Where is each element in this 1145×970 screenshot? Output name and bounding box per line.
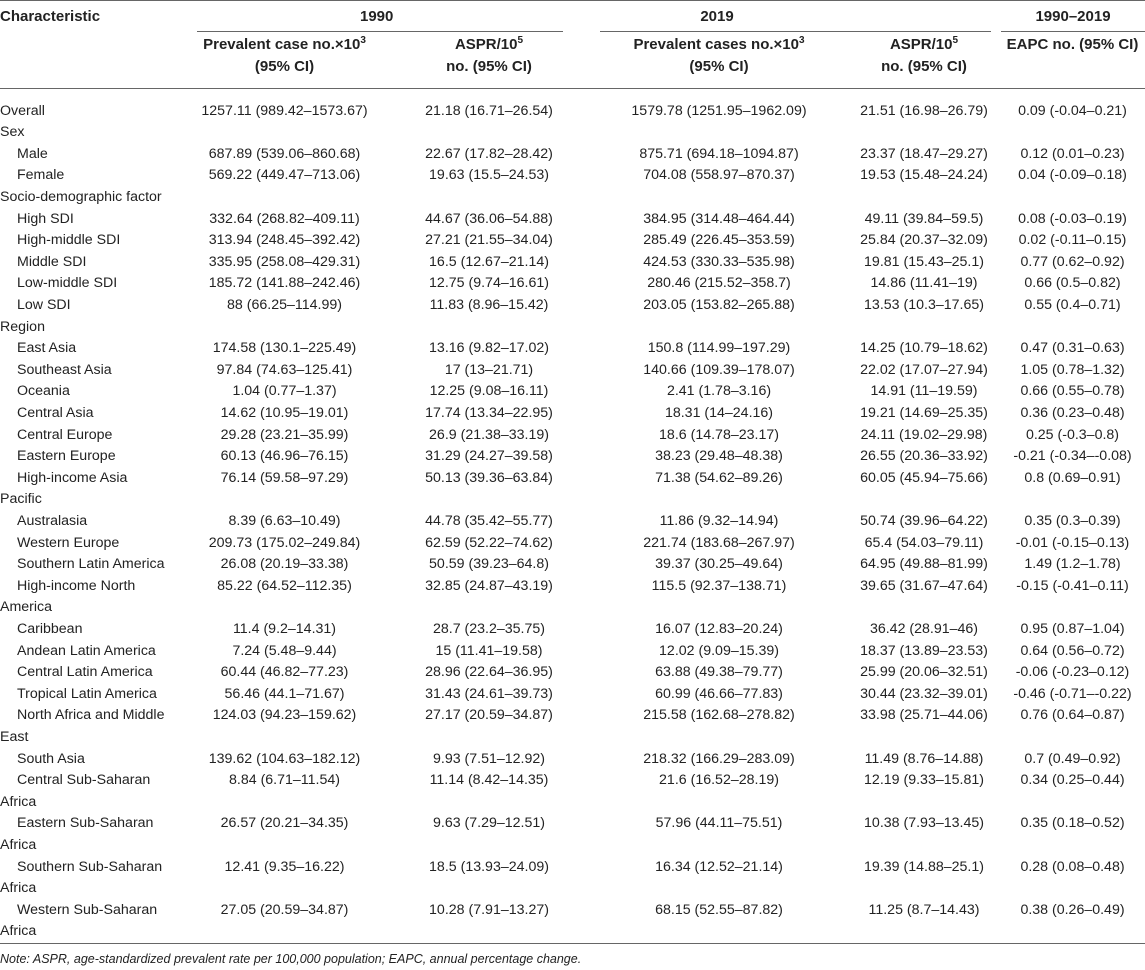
header-prevalent-1990-line1: Prevalent case no.×10 [203,36,361,53]
cell-prevalent-1990: 335.95 (258.08–429.31) [208,253,361,270]
cell-aspr-1990: 15 (11.41–19.58) [435,642,543,659]
cell-prevalent-1990: 76.14 (59.58–97.29) [220,469,349,486]
table-row [0,381,1145,403]
cell-prevalent-2019: 140.66 (109.39–178.07) [643,361,795,378]
cell-aspr-1990: 32.85 (24.87–43.19) [425,577,553,594]
cell-eapc: 0.28 (0.08–0.48) [1020,858,1125,875]
cell-prevalent-1990: 124.03 (94.23–159.62) [212,707,357,724]
cell-prevalent-2019: 704.08 (558.97–870.37) [643,167,795,184]
row-label: Eastern Sub-Saharan [17,815,154,832]
cell-aspr-1990: 31.29 (24.27–39.58) [425,448,553,465]
row-label: Pacific [0,491,42,508]
cell-prevalent-1990: 26.08 (20.19–33.38) [220,556,349,573]
cell-aspr-1990: 17.74 (13.34–22.95) [425,404,553,421]
cell-eapc: 0.55 (0.4–0.71) [1024,296,1121,313]
table-row [0,144,1145,166]
cell-aspr-1990: 44.78 (35.42–55.77) [425,512,553,529]
cell-prevalent-2019: 63.88 (49.38–79.77) [655,664,783,681]
row-label: Andean Latin America [17,642,156,659]
row-label: High-income North [17,577,136,594]
cell-eapc: 0.66 (0.5–0.82) [1024,275,1121,292]
cell-aspr-1990: 9.93 (7.51–12.92) [432,750,545,767]
cell-eapc: -0.15 (-0.41–0.11) [1016,577,1129,594]
row-label: Overall [0,102,45,119]
table-row [0,554,1145,576]
table-row [0,878,1145,900]
row-label: Tropical Latin America [17,685,157,702]
cell-aspr-2019: 25.99 (20.06–32.51) [860,664,988,681]
cell-prevalent-1990: 60.13 (46.96–76.15) [220,448,349,465]
cell-prevalent-2019: 71.38 (54.62–89.26) [655,469,783,486]
cell-aspr-2019: 60.05 (45.94–75.66) [860,469,988,486]
cell-prevalent-1990: 12.41 (9.35–16.22) [224,858,345,875]
table-row [0,122,1145,144]
row-label: Socio-demographic factor [0,188,162,205]
header-aspr-1990-line1: ASPR/10 [454,36,518,53]
cell-prevalent-1990: 174.58 (130.1–225.49) [212,340,357,357]
cell-prevalent-1990: 11.4 (9.2–14.31) [232,620,337,637]
cell-aspr-2019: 23.37 (18.47–29.27) [860,145,988,162]
cell-prevalent-1990: 85.22 (64.52–112.35) [217,577,352,594]
cell-prevalent-2019: 285.49 (226.45–353.59) [643,232,795,249]
cell-prevalent-1990: 7.24 (5.48–9.44) [232,642,337,659]
cell-prevalent-1990: 332.64 (268.82–409.11) [209,210,360,227]
cell-eapc: 0.35 (0.18–0.52) [1020,815,1125,832]
row-label: Oceania [17,383,70,400]
cell-eapc: 0.04 (-0.09–0.18) [1018,167,1127,184]
row-label: East [0,728,29,745]
table-row [0,338,1145,360]
cell-aspr-2019: 19.53 (15.48–24.24) [860,167,988,184]
cell-prevalent-1990: 27.05 (20.59–34.87) [220,901,349,918]
row-label: Africa [0,836,37,853]
header-prevalent-2019-line2: (95% CI) [689,58,749,75]
cell-prevalent-1990: 139.62 (104.63–182.12) [208,750,361,767]
table-row [0,900,1145,922]
cell-aspr-1990: 11.83 (8.96–15.42) [429,296,549,313]
cell-aspr-1990: 18.5 (13.93–24.09) [429,858,549,875]
cell-prevalent-1990: 60.44 (46.82–77.23) [220,664,349,681]
table-top-rule [0,0,1145,1]
cell-prevalent-2019: 115.5 (92.37–138.71) [651,577,787,594]
row-label: Female [17,167,65,184]
table-row [0,317,1145,339]
row-label: Central Latin America [17,664,153,681]
cell-aspr-1990: 28.7 (23.2–35.75) [432,620,545,637]
header-aspr-2019 [857,34,991,78]
cell-aspr-1990: 21.18 (16.71–26.54) [425,102,553,119]
cell-prevalent-2019: 57.96 (44.11–75.51) [655,815,783,832]
header-aspr-2019-line1: ASPR/10 [889,36,953,53]
cell-prevalent-2019: 11.86 (9.32–14.94) [659,512,779,529]
cell-eapc: 0.76 (0.64–0.87) [1020,707,1125,724]
cell-eapc: 0.34 (0.25–0.44) [1020,772,1125,789]
cell-prevalent-1990: 26.57 (20.21–34.35) [220,815,349,832]
header-range: 1990–2019 [1035,8,1111,25]
cell-prevalent-2019: 221.74 (183.68–267.97) [643,534,795,551]
row-label: Southern Latin America [17,556,165,573]
row-label: Male [17,145,48,162]
row-label: Central Sub-Saharan [17,772,151,789]
table-row [0,533,1145,555]
cell-aspr-1990: 31.43 (24.61–39.73) [425,685,553,702]
table-row [0,705,1145,727]
table-row [0,511,1145,533]
cell-prevalent-2019: 18.31 (14–24.16) [664,404,774,421]
cell-aspr-2019: 26.55 (20.36–33.92) [860,448,988,465]
cell-prevalent-2019: 2.41 (1.78–3.16) [666,383,772,400]
cell-eapc: 0.36 (0.23–0.48) [1020,404,1125,421]
cell-aspr-2019: 22.02 (17.07–27.94) [860,361,988,378]
cell-aspr-2019: 50.74 (39.96–64.22) [860,512,988,529]
cell-aspr-2019: 21.51 (16.98–26.79) [860,102,988,119]
table-row [0,295,1145,317]
table-row [0,403,1145,425]
cell-aspr-2019: 12.19 (9.33–15.81) [864,772,984,789]
table-row [0,835,1145,857]
row-label: Africa [0,880,37,897]
cell-prevalent-2019: 12.02 (9.09–15.39) [659,642,779,659]
table-row [0,101,1145,123]
cell-aspr-1990: 22.67 (17.82–28.42) [425,145,553,162]
row-label: Australasia [17,512,88,529]
row-label: Caribbean [17,620,83,637]
cell-prevalent-2019: 280.46 (215.52–358.7) [647,275,791,292]
row-label: Region [0,318,45,335]
table-row [0,489,1145,511]
table-row [0,684,1145,706]
cell-aspr-2019: 14.25 (10.79–18.62) [860,340,988,357]
cell-prevalent-1990: 56.46 (44.1–71.67) [224,685,345,702]
header-prevalent-2019-sup: 3 [798,35,805,46]
cell-prevalent-2019: 203.05 (153.82–265.88) [643,296,795,313]
cell-aspr-1990: 13.16 (9.82–17.02) [429,340,549,357]
cell-prevalent-2019: 1579.78 (1251.95–1962.09) [631,102,807,119]
table-row [0,187,1145,209]
cell-aspr-1990: 19.63 (15.5–24.53) [429,167,549,184]
cell-eapc: -0.21 (-0.34–-0.08) [1013,448,1132,465]
cell-prevalent-2019: 21.6 (16.52–28.19) [659,772,779,789]
cell-eapc: -0.06 (-0.23–0.12) [1015,664,1130,681]
header-prevalent-1990-line2: (95% CI) [254,58,315,75]
table-row [0,230,1145,252]
table-row [0,597,1145,619]
cell-eapc: 0.38 (0.26–0.49) [1020,901,1125,918]
cell-aspr-1990: 28.96 (22.64–36.95) [425,664,553,681]
cell-prevalent-2019: 60.99 (46.66–77.83) [655,685,783,702]
table-row [0,576,1145,598]
cell-eapc: 0.64 (0.56–0.72) [1020,642,1125,659]
table-row [0,165,1145,187]
cell-prevalent-2019: 38.23 (29.48–48.38) [655,448,783,465]
cell-prevalent-1990: 97.84 (74.63–125.41) [216,361,353,378]
header-aspr-1990 [416,34,562,78]
cell-aspr-2019: 10.38 (7.93–13.45) [864,815,984,832]
row-label: High SDI [17,210,74,227]
table-row [0,641,1145,663]
header-characteristic: Characteristic [0,8,101,25]
table-row [0,252,1145,274]
table-row [0,468,1145,490]
cell-aspr-1990: 50.59 (39.23–64.8) [429,556,549,573]
cell-aspr-2019: 36.42 (28.91–46) [869,620,979,637]
cell-prevalent-2019: 18.6 (14.78–23.17) [659,426,779,443]
header-bottom-rule [0,88,1145,89]
row-label: Western Sub-Saharan [17,901,158,918]
row-label: Africa [0,923,37,940]
cell-prevalent-1990: 209.73 (175.02–249.84) [208,534,361,551]
row-label: Eastern Europe [17,448,116,465]
cell-prevalent-2019: 215.58 (162.68–278.82) [643,707,795,724]
cell-aspr-1990: 26.9 (21.38–33.19) [429,426,549,443]
cell-aspr-1990: 17 (13–21.71) [444,361,534,378]
cell-aspr-2019: 49.11 (39.84–59.5) [864,210,984,227]
cell-prevalent-1990: 185.72 (141.88–242.46) [208,275,361,292]
header-rule-1990 [197,31,563,32]
row-label: Western Europe [17,534,120,551]
table-row [0,749,1145,771]
table-bottom-rule [0,943,1145,944]
cell-prevalent-2019: 218.32 (166.29–283.09) [643,750,795,767]
table-row [0,425,1145,447]
header-aspr-1990-sup: 5 [517,35,524,46]
table-note: Note: ASPR, age-standardized prevalent rate per 100,000 population; EAPC, annual percentage change. [0,952,582,966]
row-label: Low SDI [17,296,71,313]
cell-prevalent-2019: 384.95 (314.48–464.44) [643,210,795,227]
cell-eapc: 0.25 (-0.3–0.8) [1025,426,1120,443]
cell-prevalent-2019: 424.53 (330.33–535.98) [643,253,795,270]
table-row [0,770,1145,792]
cell-aspr-2019: 30.44 (23.32–39.01) [860,685,988,702]
cell-aspr-2019: 25.84 (20.37–32.09) [860,232,988,249]
row-label: America [0,599,53,616]
cell-prevalent-2019: 68.15 (52.55–87.82) [655,901,783,918]
cell-aspr-1990: 16.5 (12.67–21.14) [429,253,549,270]
cell-eapc: 0.35 (0.3–0.39) [1024,512,1121,529]
cell-aspr-2019: 13.53 (10.3–17.65) [864,296,984,313]
cell-aspr-1990: 12.75 (9.74–16.61) [429,275,549,292]
header-aspr-2019-line2: no. (95% CI) [881,58,967,75]
header-aspr-2019-sup: 5 [952,35,959,46]
row-label: Southern Sub-Saharan [17,858,163,875]
row-label: Central Asia [17,404,94,421]
row-label: Sex [0,124,25,141]
table-row [0,857,1145,879]
header-eapc: EAPC no. (95% CI) [1006,36,1139,53]
table-row [0,727,1145,749]
header-prevalent-2019 [600,34,838,78]
cell-prevalent-2019: 39.37 (30.25–49.64) [655,556,783,573]
cell-prevalent-2019: 16.07 (12.83–20.24) [655,620,783,637]
cell-aspr-2019: 18.37 (13.89–23.53) [860,642,988,659]
cell-eapc: 0.66 (0.55–0.78) [1020,383,1125,400]
header-year-1990: 1990 [360,8,394,25]
cell-eapc: 1.05 (0.78–1.32) [1020,361,1125,378]
header-rule-range [1001,31,1145,32]
cell-prevalent-1990: 29.28 (23.21–35.99) [220,426,349,443]
cell-aspr-2019: 11.49 (8.76–14.88) [864,750,984,767]
table-row [0,360,1145,382]
row-label: High-income Asia [17,469,128,486]
cell-eapc: 0.12 (0.01–0.23) [1020,145,1125,162]
cell-aspr-2019: 14.86 (11.41–19) [870,275,978,292]
table-row [0,619,1145,641]
cell-prevalent-1990: 687.89 (539.06–860.68) [208,145,361,162]
header-prevalent-1990 [191,34,378,78]
table-row [0,446,1145,468]
cell-eapc: 0.47 (0.31–0.63) [1020,340,1125,357]
cell-eapc: 0.02 (-0.11–0.15) [1018,232,1127,249]
header-prevalent-1990-sup: 3 [360,35,366,46]
cell-aspr-2019: 14.91 (11–19.59) [870,383,978,400]
table-row [0,209,1145,231]
cell-aspr-2019: 65.4 (54.03–79.11) [864,534,984,551]
cell-prevalent-1990: 8.84 (6.71–11.54) [229,772,340,789]
cell-prevalent-2019: 150.8 (114.99–197.29) [647,340,791,357]
cell-aspr-1990: 50.13 (39.36–63.84) [425,469,553,486]
cell-aspr-2019: 19.39 (14.88–25.1) [864,858,984,875]
cell-aspr-1990: 62.59 (52.22–74.62) [425,534,553,551]
cell-eapc: 0.7 (0.49–0.92) [1024,750,1121,767]
header-prevalent-2019-line1: Prevalent cases no.×10 [633,36,799,53]
header-year-2019: 2019 [700,8,734,25]
cell-aspr-2019: 19.21 (14.69–25.35) [860,404,988,421]
cell-prevalent-1990: 1257.11 (989.42–1573.67) [201,102,368,119]
cell-aspr-1990: 9.63 (7.29–12.51) [432,815,545,832]
row-label: Low-middle SDI [17,275,118,292]
row-label: Africa [0,793,37,810]
cell-eapc: -0.46 (-0.71–-0.22) [1013,685,1132,702]
cell-eapc: 0.77 (0.62–0.92) [1020,253,1125,270]
cell-prevalent-1990: 14.62 (10.95–19.01) [220,404,349,421]
cell-prevalent-1990: 313.94 (248.45–392.42) [208,232,361,249]
header-aspr-1990-line2: no. (95% CI) [446,58,532,75]
cell-eapc: 1.49 (1.2–1.78) [1024,556,1121,573]
cell-prevalent-2019: 875.71 (694.18–1094.87) [639,145,799,162]
table-row [0,792,1145,814]
row-label: Middle SDI [17,253,87,270]
row-label: East Asia [17,340,77,357]
cell-aspr-1990: 11.14 (8.42–14.35) [429,772,549,789]
cell-prevalent-1990: 88 (66.25–114.99) [227,296,342,313]
cell-prevalent-1990: 8.39 (6.63–10.49) [228,512,341,529]
cell-eapc: 0.8 (0.69–0.91) [1024,469,1121,486]
table-row [0,273,1145,295]
cell-eapc: -0.01 (-0.15–0.13) [1015,534,1130,551]
table-row [0,921,1145,943]
cell-prevalent-1990: 1.04 (0.77–1.37) [232,383,337,400]
cell-aspr-2019: 33.98 (25.71–44.06) [860,707,988,724]
row-label: Southeast Asia [17,361,112,378]
cell-aspr-2019: 39.65 (31.67–47.64) [860,577,988,594]
cell-aspr-2019: 19.81 (15.43–25.1) [864,253,984,270]
cell-prevalent-1990: 569.22 (449.47–713.06) [208,167,361,184]
cell-aspr-1990: 27.17 (20.59–34.87) [425,707,553,724]
row-label: North Africa and Middle [17,707,165,724]
table-row [0,662,1145,684]
cell-aspr-1990: 27.21 (21.55–34.04) [425,232,553,249]
row-label: High-middle SDI [17,232,121,249]
cell-aspr-1990: 10.28 (7.91–13.27) [429,901,549,918]
cell-aspr-2019: 11.25 (8.7–14.43) [868,901,980,918]
cell-aspr-1990: 12.25 (9.08–16.11) [429,383,549,400]
header-rule-2019 [600,31,991,32]
cell-aspr-1990: 44.67 (36.06–54.88) [425,210,553,227]
row-label: Central Europe [17,426,113,443]
cell-eapc: 0.95 (0.87–1.04) [1020,620,1125,637]
row-label: South Asia [17,750,85,767]
cell-eapc: 0.08 (-0.03–0.19) [1018,210,1127,227]
cell-aspr-2019: 64.95 (49.88–81.99) [860,556,988,573]
cell-aspr-2019: 24.11 (19.02–29.98) [860,426,988,443]
cell-prevalent-2019: 16.34 (12.52–21.14) [655,858,783,875]
cell-eapc: 0.09 (-0.04–0.21) [1018,102,1127,119]
table-row [0,813,1145,835]
